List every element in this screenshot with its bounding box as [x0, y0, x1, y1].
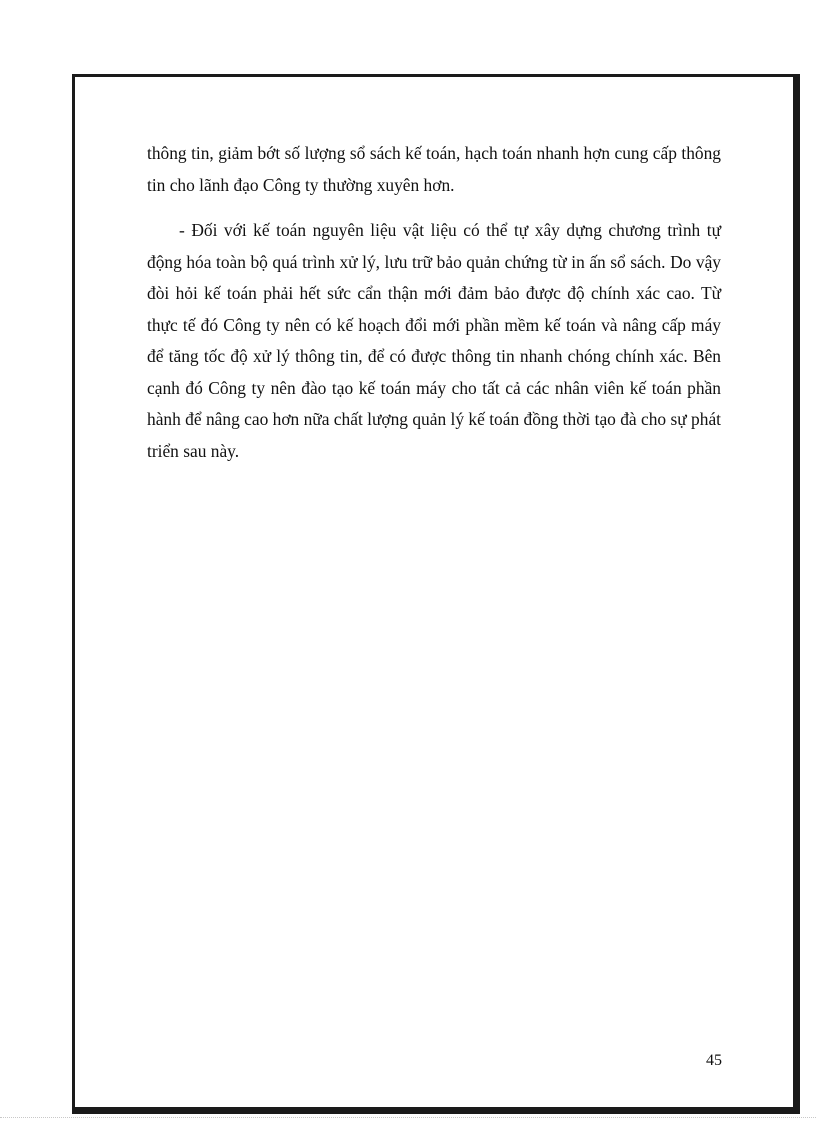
bottom-dotted-divider — [0, 1117, 816, 1118]
paragraph-accounting-recommendation: - Đối với kế toán nguyên liệu vật liệu có thể tự xây dựng chương trình tự động hóa toàn bộ quá trình xử lý, lưu trữ bảo quản chứng từ in ấn sổ sách. Do vậy đòi hỏi kế toán phải hết sức cẩn thận mới đảm bảo được độ chính xác cao. Từ thực tế đó Công ty nên có kế hoạch đổi mới phần mềm kế toán và nâng cấp máy để tăng tốc độ xử lý thông tin, để có được thông tin nhanh chóng chính xác. Bên cạnh đó Công ty nên đào tạo kế toán máy cho tất cả các nhân viên kế toán phần hành để nâng cao hơn nữa chất lượng quản lý kế toán đồng thời tạo đà cho sự phát triển sau này. — [147, 220, 721, 461]
page-number: 45 — [706, 1052, 722, 1069]
paragraph-continuation: thông tin, giảm bớt số lượng sổ sách kế toán, hạch toán nhanh hợn cung cấp thông tin cho lãnh đạo Công ty thường xuyên hơn. — [147, 143, 721, 195]
body-text — [147, 138, 721, 467]
